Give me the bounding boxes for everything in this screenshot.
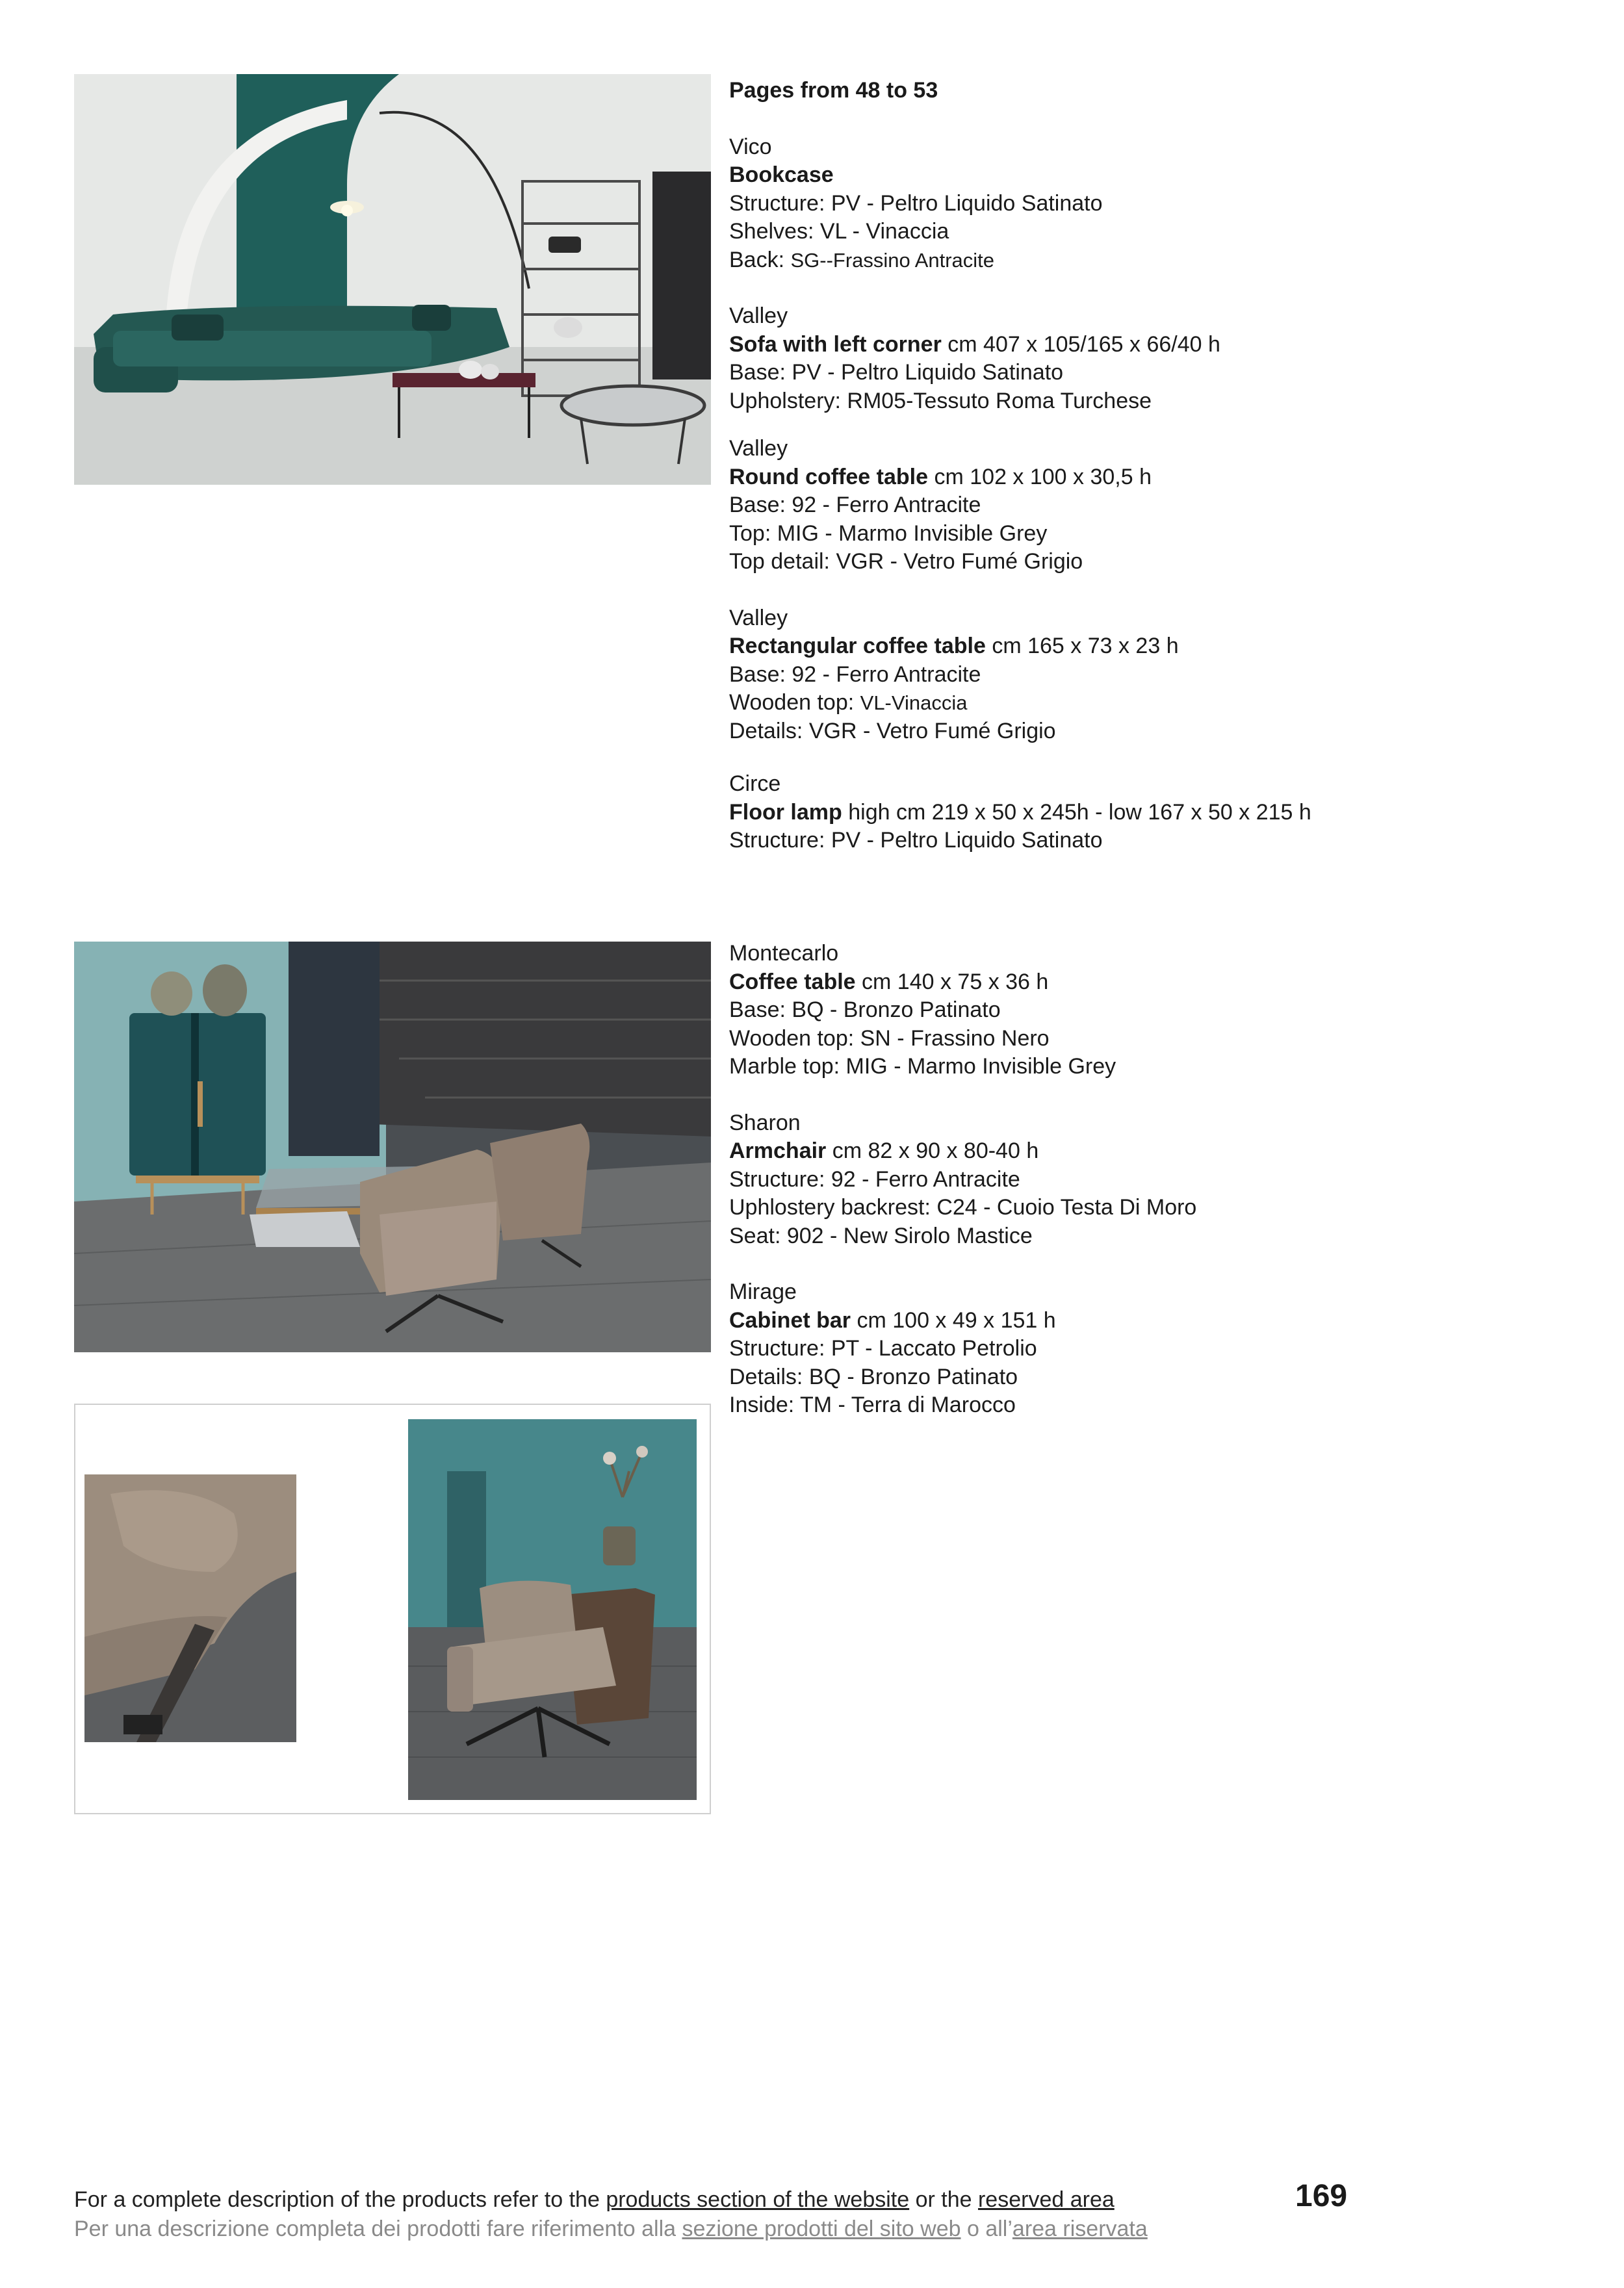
spec-line: Top: MIG - Marmo Invisible Grey	[729, 521, 1048, 546]
spec-line: Details: VGR - Vetro Fumé Grigio	[729, 718, 1056, 743]
spec-line: Base: 92 - Ferro Antracite	[729, 493, 981, 517]
product-dims: high cm 219 x 50 x 245h - low 167 x 50 x 215 h	[842, 799, 1311, 825]
page-number: 169	[1295, 2179, 1348, 2213]
collection-name: Valley	[729, 303, 788, 328]
spec-line: Base: PV - Peltro Liquido Satinato	[729, 360, 1064, 385]
collection-name: Sharon	[729, 1110, 801, 1135]
footer-note	[74, 2185, 1148, 2244]
collection-name: Montecarlo	[729, 941, 839, 966]
footer-en-text: or the	[909, 2187, 978, 2212]
product-dims: cm 102 x 100 x 30,5 h	[928, 464, 1152, 489]
spec-block-top	[729, 77, 1574, 855]
spec-line: Inside: TM - Terra di Marocco	[729, 1393, 1016, 1417]
product-name: Rectangular coffee table	[729, 634, 986, 658]
footer-english	[74, 2185, 1148, 2215]
footer-italian	[74, 2215, 1148, 2244]
spec-line: Structure: PV - Peltro Liquido Satinato	[729, 828, 1103, 853]
footer-it-text: o all’	[960, 2217, 1012, 2241]
spec-line: Wooden top:	[729, 690, 860, 715]
product-name: Bookcase	[729, 162, 834, 187]
spec-line: Structure: 92 - Ferro Antracite	[729, 1166, 1020, 1192]
armchair-detail-photo	[84, 1474, 296, 1742]
footer-en-text: For a complete description of the products refer to the	[74, 2187, 606, 2212]
footer-it-text: Per una descrizione completa dei prodotti fare riferimento alla	[74, 2217, 682, 2241]
spec-line: Upholstery: RM05-Tessuto Roma Turchese	[729, 388, 1152, 413]
collection-name: Circe	[729, 771, 781, 796]
product-dims: cm 100 x 49 x 151 h	[851, 1307, 1056, 1333]
product-dims: cm 82 x 90 x 80-40 h	[826, 1138, 1039, 1163]
spec-line: Shelves: VL - Vinaccia	[729, 219, 949, 244]
spec-line-small: SG--Frassino Antracite	[790, 248, 995, 272]
area-riservata-link[interactable]: area riservata	[1012, 2217, 1148, 2241]
spec-line-small: VL-Vinaccia	[860, 691, 968, 714]
spec-line: Details: BQ - Bronzo Patinato	[729, 1364, 1018, 1389]
spec-block-bottom	[729, 940, 1574, 1420]
stair-room-photo	[74, 942, 711, 1352]
armchair-single-photo	[408, 1419, 697, 1800]
product-name: Cabinet bar	[729, 1307, 851, 1333]
product-dims: cm 165 x 73 x 23 h	[985, 634, 1179, 658]
collection-name: Valley	[729, 436, 788, 461]
spec-line: Wooden top: SN - Frassino Nero	[729, 1025, 1050, 1051]
product-name: Coffee table	[729, 969, 856, 994]
spec-line: Base: 92 - Ferro Antracite	[729, 662, 981, 687]
spec-line: Top detail: VGR - Vetro Fumé Grigio	[729, 549, 1083, 574]
product-dims: cm 140 x 75 x 36 h	[855, 969, 1049, 994]
detail-photos-frame	[74, 1404, 711, 1814]
spec-line: Marble top: MIG - Marmo Invisible Grey	[729, 1054, 1116, 1079]
product-name: Sofa with left corner	[729, 331, 942, 357]
collection-name: Mirage	[729, 1279, 797, 1304]
collection-name: Valley	[729, 605, 788, 630]
products-section-link[interactable]: products section of the website	[606, 2187, 910, 2212]
reserved-area-link[interactable]: reserved area	[977, 2187, 1115, 2212]
collection-name: Vico	[729, 134, 772, 159]
spec-line: Base: BQ - Bronzo Patinato	[729, 997, 1001, 1022]
product-name: Round coffee table	[729, 464, 929, 489]
living-room-photo	[74, 74, 711, 485]
spec-line: Uphlostery backrest: C24 - Cuoio Testa Di Moro	[729, 1195, 1197, 1220]
spec-line: Structure: PT - Laccato Petrolio	[729, 1336, 1037, 1361]
product-name: Floor lamp	[729, 799, 842, 825]
product-name: Armchair	[729, 1138, 827, 1163]
pages-label: Pages from 48 to 53	[729, 78, 938, 103]
spec-line: Back:	[729, 247, 791, 272]
spec-line: Structure: PV - Peltro Liquido Satinato	[729, 190, 1103, 216]
sezione-prodotti-link[interactable]: sezione prodotti del sito web	[682, 2217, 961, 2241]
spec-line: Seat: 902 - New Sirolo Mastice	[729, 1223, 1033, 1248]
product-dims: cm 407 x 105/165 x 66/40 h	[941, 331, 1220, 357]
